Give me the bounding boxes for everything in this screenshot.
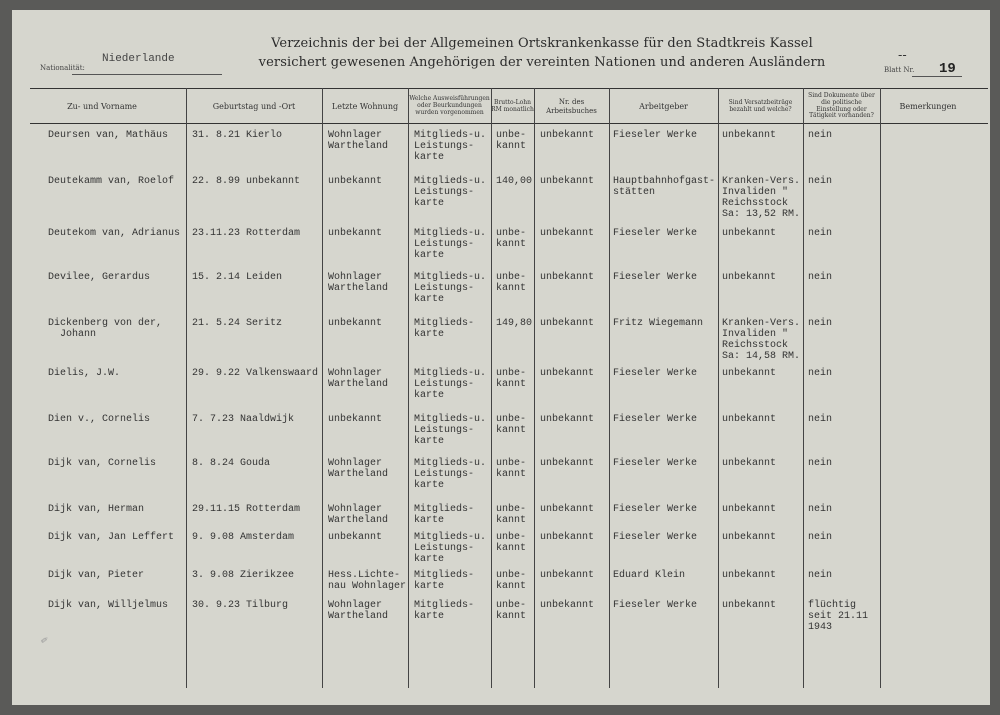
cell-documents: Mitglieds-u. Leistungs- karte (414, 414, 487, 447)
cell-workbook: unbekannt (540, 458, 595, 469)
cell-residence: unbekannt (328, 228, 383, 239)
cell-residence: unbekannt (328, 414, 383, 425)
cell-documents: Mitglieds- karte (414, 600, 475, 622)
cell-name: Dijk van, Pieter (48, 570, 145, 581)
cell-wage: unbe- kannt (496, 570, 527, 592)
cell-documents: Mitglieds-u. Leistungs- karte (414, 176, 487, 209)
cell-name: Dijk van, Herman (48, 504, 145, 515)
cell-documents: Mitglieds- karte (414, 570, 475, 592)
margin-pencil-mark: ✎ (40, 635, 52, 645)
cell-wage: 149,80 (496, 318, 533, 329)
cell-workbook: unbekannt (540, 532, 595, 543)
cell-contributions: unbekannt (722, 600, 777, 611)
column-divider (186, 88, 187, 688)
cell-contributions: unbekannt (722, 570, 777, 581)
cell-name: Deutekom van, Adrianus (48, 228, 181, 239)
cell-birth: 8. 8.24 Gouda (192, 458, 271, 469)
cell-residence: unbekannt (328, 176, 383, 187)
cell-birth: 21. 5.24 Seritz (192, 318, 283, 329)
cell-workbook: unbekannt (540, 504, 595, 515)
cell-documents: Mitglieds- karte (414, 504, 475, 526)
cell-name: Dielis, J.W. (48, 368, 121, 379)
column-divider (609, 88, 610, 688)
cell-documents: Mitglieds-u. Leistungs- karte (414, 272, 487, 305)
cell-birth: 31. 8.21 Kierlo (192, 130, 283, 141)
cell-contributions: unbekannt (722, 228, 777, 239)
cell-workbook: unbekannt (540, 228, 595, 239)
cell-contributions: unbekannt (722, 504, 777, 515)
column-divider (718, 88, 719, 688)
cell-name: Deutekamm van, Roelof (48, 176, 175, 187)
cell-workbook: unbekannt (540, 272, 595, 283)
cell-documents: Mitglieds-u. Leistungs- karte (414, 458, 487, 491)
cell-employer: Fieseler Werke (613, 600, 698, 611)
cell-contributions: unbekannt (722, 532, 777, 543)
cell-residence: Wohnlager Wartheland (328, 504, 389, 526)
cell-political: nein (808, 504, 833, 515)
column-divider (491, 88, 492, 688)
cell-wage: unbe- kannt (496, 272, 527, 294)
cell-wage: unbe- kannt (496, 368, 527, 390)
column-header: Sind Versatzbeiträge bezahlt und welche? (728, 98, 793, 113)
cell-residence: Wohnlager Wartheland (328, 130, 389, 152)
cell-wage: unbe- kannt (496, 600, 527, 622)
cell-documents: Mitglieds-u. Leistungs- karte (414, 228, 487, 261)
cell-birth: 30. 9.23 Tilburg (192, 600, 289, 611)
cell-documents: Mitglieds-u. Leistungs- karte (414, 532, 487, 565)
cell-residence: Wohnlager Wartheland (328, 368, 389, 390)
column-header: Letzte Wohnung (331, 101, 399, 111)
column-divider (534, 88, 535, 688)
cell-employer: Fieseler Werke (613, 414, 698, 425)
cell-employer: Fieseler Werke (613, 228, 698, 239)
cell-documents: Mitglieds-u. Leistungs- karte (414, 368, 487, 401)
cell-residence: unbekannt (328, 532, 383, 543)
cell-political: nein (808, 130, 833, 141)
cell-wage: unbe- kannt (496, 130, 527, 152)
cell-workbook: unbekannt (540, 570, 595, 581)
cell-employer: Fieseler Werke (613, 532, 698, 543)
cell-birth: 3. 9.08 Zierikzee (192, 570, 295, 581)
cell-documents: Mitglieds-u. Leistungs- karte (414, 130, 487, 163)
cell-residence: unbekannt (328, 318, 383, 329)
column-header: Sind Dokumente über die politische Einstellung oder Tätigkeit vorhanden? (808, 91, 875, 120)
cell-workbook: unbekannt (540, 130, 595, 141)
column-header: Nr. des Arbeitsbuches (546, 98, 597, 115)
cell-political: nein (808, 458, 833, 469)
cell-political: nein (808, 570, 833, 581)
cell-birth: 9. 9.08 Amsterdam (192, 532, 295, 543)
cell-name: Dickenberg von der, Johann (48, 318, 163, 340)
cell-political: flüchtig seit 21.11 1943 (808, 600, 869, 633)
cell-birth: 29.11.15 Rotterdam (192, 504, 301, 515)
cell-documents: Mitglieds- karte (414, 318, 475, 340)
column-header: Bemerkungen (899, 101, 957, 111)
cell-contributions: unbekannt (722, 368, 777, 379)
cell-name: Dien v., Cornelis (48, 414, 151, 425)
cell-contributions: unbekannt (722, 272, 777, 283)
cell-contributions: unbekannt (722, 458, 777, 469)
sheet-label: Blatt Nr. (884, 66, 915, 74)
column-header: Zu- und Vorname (67, 101, 137, 111)
cell-workbook: unbekannt (540, 600, 595, 611)
cell-residence: Wohnlager Wartheland (328, 458, 389, 480)
cell-residence: Hess.Lichte- nau Wohnlager (328, 570, 407, 592)
cell-employer: Fieseler Werke (613, 504, 698, 515)
document-title-line-1: Verzeichnis der bei der Allgemeinen Ortskrankenkasse für den Stadtkreis Kassel (271, 36, 813, 51)
column-divider (408, 88, 409, 688)
cell-employer: Fieseler Werke (613, 130, 698, 141)
column-divider (803, 88, 804, 688)
cell-political: nein (808, 176, 833, 187)
column-header: Geburtstag und -Ort (212, 101, 296, 111)
cell-name: Dijk van, Willjelmus (48, 600, 169, 611)
table-top-rule (30, 88, 988, 89)
cell-political: nein (808, 414, 833, 425)
cell-employer: Fritz Wiegemann (613, 318, 704, 329)
cell-political: nein (808, 318, 833, 329)
column-header: Brutto-Lohn RM monatlich (491, 98, 534, 113)
cell-political: nein (808, 272, 833, 283)
cell-political: nein (808, 532, 833, 543)
cell-employer: Fieseler Werke (613, 368, 698, 379)
column-divider (880, 88, 881, 688)
cell-contributions: Kranken-Vers. Invaliden " Reichsstock Sa: 14,58 RM. (722, 318, 801, 362)
cell-residence: Wohnlager Wartheland (328, 272, 389, 294)
cell-contributions: unbekannt (722, 130, 777, 141)
nationality-label: Nationalität: (40, 64, 85, 72)
column-header: Arbeitgeber (639, 101, 688, 111)
cell-residence: Wohnlager Wartheland (328, 600, 389, 622)
cell-employer: Fieseler Werke (613, 272, 698, 283)
cell-wage: unbe- kannt (496, 458, 527, 480)
sheet-number: 19 (939, 61, 956, 77)
column-header: Welche Ausweisführungen oder Beurkundungen wurden vorgenommen (409, 95, 490, 116)
nationality-value: Niederlande (102, 53, 175, 65)
cell-wage: unbe- kannt (496, 532, 527, 554)
document-page (12, 10, 990, 705)
cell-political: nein (808, 368, 833, 379)
cell-employer: Eduard Klein (613, 570, 686, 581)
nationality-underline (72, 74, 222, 75)
cell-name: Dijk van, Jan Leffert (48, 532, 175, 543)
cell-contributions: unbekannt (722, 414, 777, 425)
column-divider (322, 88, 323, 688)
cell-name: Devilee, Gerardus (48, 272, 151, 283)
cell-workbook: unbekannt (540, 414, 595, 425)
cell-birth: 22. 8.99 unbekannt (192, 176, 301, 187)
cell-wage: unbe- kannt (496, 504, 527, 526)
cell-name: Dijk van, Cornelis (48, 458, 157, 469)
cell-employer: Hauptbahnhofgast- stätten (613, 176, 716, 198)
cell-wage: 140,00 (496, 176, 533, 187)
cell-workbook: unbekannt (540, 176, 595, 187)
document-title-line-2: versichert gewesenen Angehörigen der vereinten Nationen und anderen Ausländern (258, 55, 826, 70)
cell-employer: Fieseler Werke (613, 458, 698, 469)
cell-name: Deursen van, Mathäus (48, 130, 169, 141)
cell-workbook: unbekannt (540, 368, 595, 379)
cell-birth: 7. 7.23 Naaldwijk (192, 414, 295, 425)
cell-wage: unbe- kannt (496, 228, 527, 250)
cell-workbook: unbekannt (540, 318, 595, 329)
table-header-rule (30, 123, 988, 124)
sheet-dash: -- (898, 48, 907, 62)
cell-birth: 23.11.23 Rotterdam (192, 228, 301, 239)
cell-political: nein (808, 228, 833, 239)
cell-birth: 15. 2.14 Leiden (192, 272, 283, 283)
cell-birth: 29. 9.22 Valkenswaard (192, 368, 319, 379)
sheet-underline (912, 76, 962, 77)
cell-contributions: Kranken-Vers. Invaliden " Reichsstock Sa: 13,52 RM. (722, 176, 801, 220)
cell-wage: unbe- kannt (496, 414, 527, 436)
